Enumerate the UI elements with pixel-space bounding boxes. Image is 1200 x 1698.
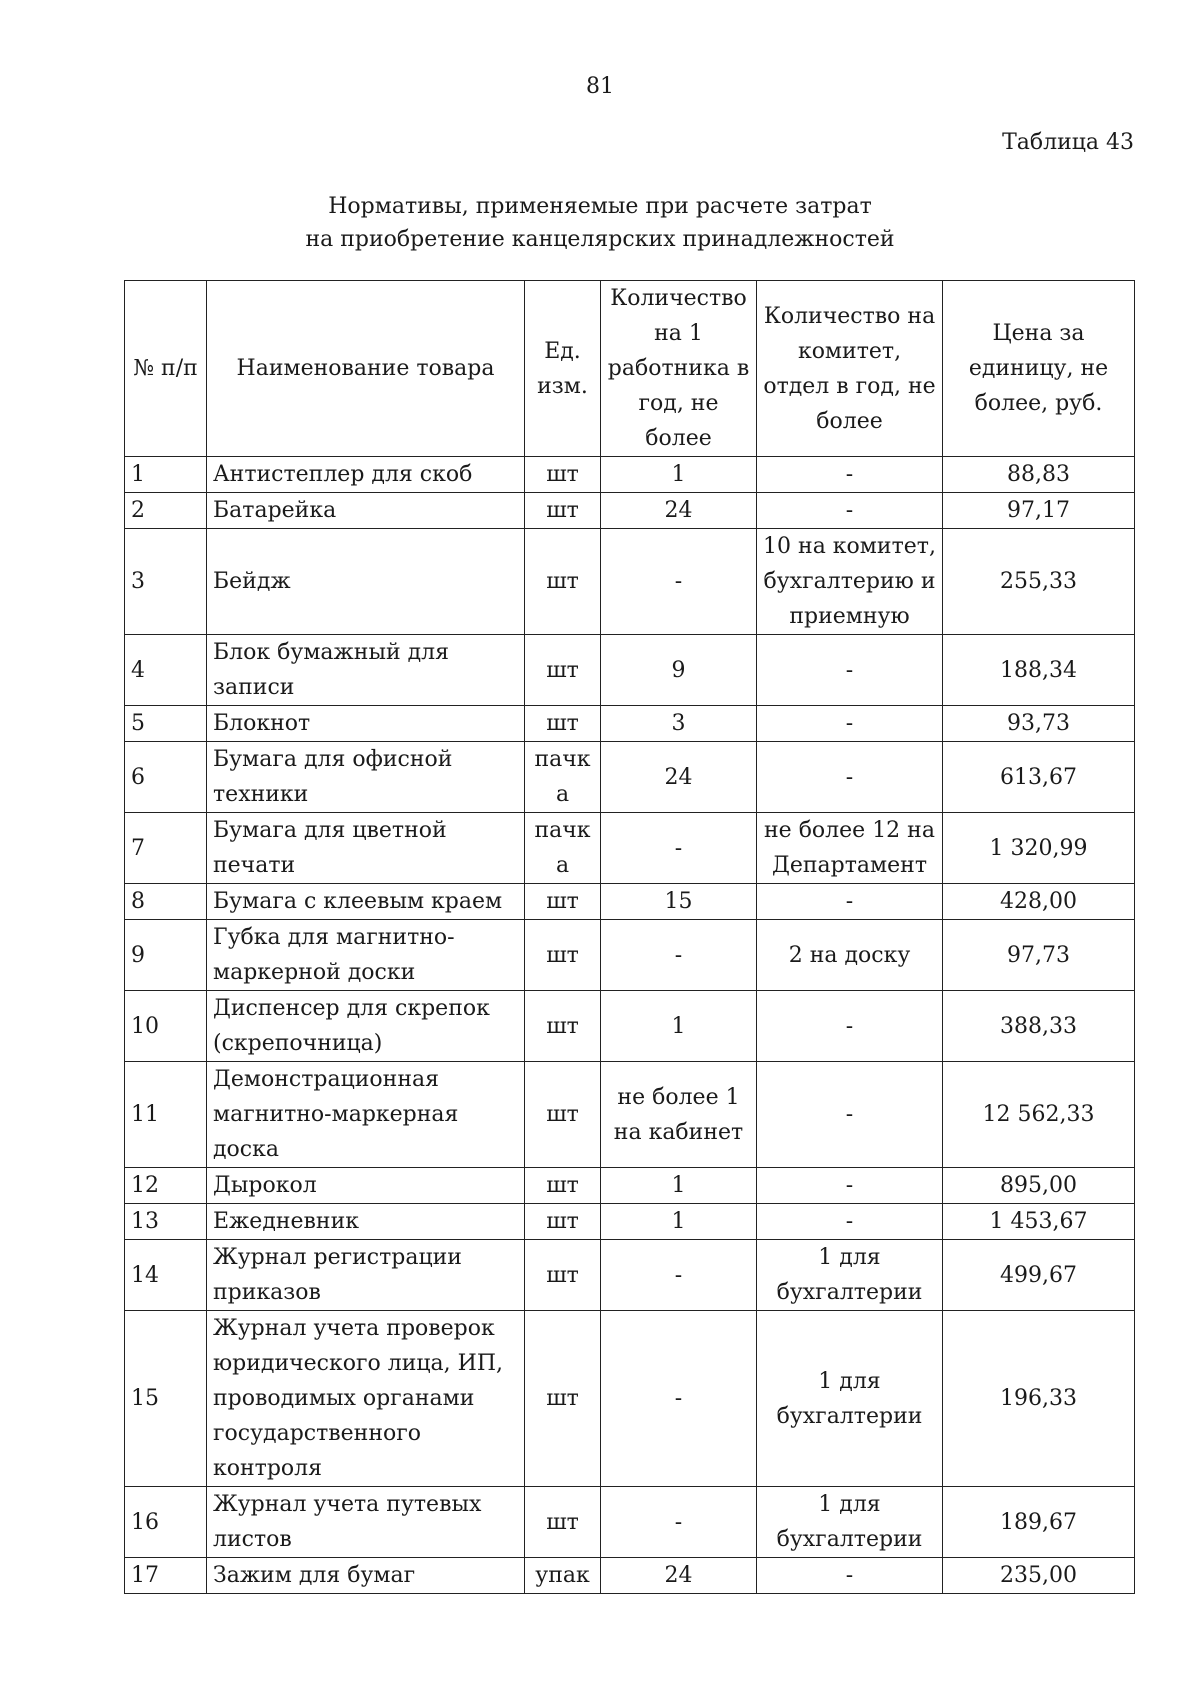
table-row [125,1240,1135,1311]
cell-unit: шт [525,884,601,920]
cell-name: Зажим для бумаг [207,1558,525,1594]
cell-name: Дырокол [207,1168,525,1204]
cell-num: 14 [125,1240,207,1311]
cell-unit: шт [525,1204,601,1240]
cell-unit: шт [525,991,601,1062]
cell-qty-per-dept: 10 на комитет, бухгалтерию и приемную [757,529,943,635]
table-row [125,1204,1135,1240]
cell-unit: шт [525,529,601,635]
cell-name: Блок бумажный для записи [207,635,525,706]
title-line-2: на приобретение канцелярских принадлежностей [305,227,895,252]
table-label: Таблица 43 [1002,130,1134,155]
cell-price: 97,73 [943,920,1135,991]
cell-qty-per-worker: - [601,529,757,635]
cell-unit: шт [525,1168,601,1204]
cell-name: Блокнот [207,706,525,742]
cell-name: Демонстрационная магнитно-маркерная доска [207,1062,525,1168]
cell-num: 7 [125,813,207,884]
cell-name: Диспенсер для скрепок (скрепочница) [207,991,525,1062]
table-row [125,884,1135,920]
cell-unit: пачка [525,813,601,884]
table-row [125,1062,1135,1168]
cell-qty-per-worker: 24 [601,742,757,813]
cell-qty-per-worker: - [601,1487,757,1558]
cell-qty-per-dept: - [757,1558,943,1594]
cell-name: Журнал учета проверок юридического лица, ИП, проводимых органами государственного контроля [207,1311,525,1487]
header-qty-per-dept: Количество на комитет, отдел в год, не более [757,281,943,457]
page-number: 81 [586,74,614,99]
cell-price: 388,33 [943,991,1135,1062]
cell-qty-per-dept: - [757,706,943,742]
cell-qty-per-worker: 1 [601,991,757,1062]
cell-price: 613,67 [943,742,1135,813]
cell-qty-per-worker: 15 [601,884,757,920]
cell-num: 6 [125,742,207,813]
table-row [125,1168,1135,1204]
cell-name: Губка для магнитно-маркерной доски [207,920,525,991]
cell-qty-per-dept: - [757,493,943,529]
cell-num: 15 [125,1311,207,1487]
header-name: Наименование товара [207,281,525,457]
cell-qty-per-worker: не более 1 на кабинет [601,1062,757,1168]
cell-price: 235,00 [943,1558,1135,1594]
cell-qty-per-dept: - [757,1204,943,1240]
cell-num: 11 [125,1062,207,1168]
cell-name: Журнал учета путевых листов [207,1487,525,1558]
norms-table [124,280,1135,1594]
cell-qty-per-worker: 1 [601,1204,757,1240]
cell-name: Бумага для офисной техники [207,742,525,813]
header-price: Цена за единицу, не более, руб. [943,281,1135,457]
cell-qty-per-worker: 1 [601,457,757,493]
cell-unit: шт [525,1240,601,1311]
cell-unit: шт [525,920,601,991]
cell-unit: упак [525,1558,601,1594]
table-row [125,529,1135,635]
cell-num: 17 [125,1558,207,1594]
cell-num: 9 [125,920,207,991]
cell-price: 189,67 [943,1487,1135,1558]
cell-qty-per-worker: 24 [601,1558,757,1594]
header-qty-per-worker: Количество на 1 работника в год, не более [601,281,757,457]
table-row [125,493,1135,529]
table-row [125,1311,1135,1487]
cell-num: 13 [125,1204,207,1240]
cell-qty-per-dept: - [757,742,943,813]
cell-price: 895,00 [943,1168,1135,1204]
cell-num: 4 [125,635,207,706]
cell-unit: пачка [525,742,601,813]
cell-num: 2 [125,493,207,529]
cell-qty-per-dept: 2 на доску [757,920,943,991]
cell-qty-per-worker: 1 [601,1168,757,1204]
cell-price: 1 453,67 [943,1204,1135,1240]
table-row [125,1558,1135,1594]
cell-qty-per-dept: - [757,635,943,706]
cell-qty-per-worker: - [601,1311,757,1487]
cell-qty-per-dept: - [757,991,943,1062]
cell-qty-per-worker: 3 [601,706,757,742]
cell-unit: шт [525,493,601,529]
header-num: № п/п [125,281,207,457]
header-unit: Ед. изм. [525,281,601,457]
cell-num: 12 [125,1168,207,1204]
table-row [125,920,1135,991]
table-row [125,635,1135,706]
cell-price: 1 320,99 [943,813,1135,884]
cell-price: 12 562,33 [943,1062,1135,1168]
cell-qty-per-worker: 9 [601,635,757,706]
table-row [125,457,1135,493]
document-title [0,190,1200,256]
cell-num: 8 [125,884,207,920]
table-row [125,742,1135,813]
cell-qty-per-dept: - [757,457,943,493]
cell-num: 16 [125,1487,207,1558]
table-row [125,706,1135,742]
cell-unit: шт [525,1311,601,1487]
cell-price: 428,00 [943,884,1135,920]
cell-unit: шт [525,635,601,706]
cell-unit: шт [525,1487,601,1558]
cell-price: 88,83 [943,457,1135,493]
cell-qty-per-dept: не более 12 на Департамент [757,813,943,884]
title-line-1: Нормативы, применяемые при расчете затрат [328,194,872,219]
cell-num: 3 [125,529,207,635]
cell-price: 499,67 [943,1240,1135,1311]
cell-price: 196,33 [943,1311,1135,1487]
cell-price: 93,73 [943,706,1135,742]
cell-name: Батарейка [207,493,525,529]
table-row [125,991,1135,1062]
cell-name: Бумага для цветной печати [207,813,525,884]
table-row [125,813,1135,884]
table-header-row [125,281,1135,457]
cell-qty-per-worker: - [601,813,757,884]
cell-qty-per-dept: 1 для бухгалтерии [757,1240,943,1311]
cell-price: 188,34 [943,635,1135,706]
cell-qty-per-worker: 24 [601,493,757,529]
table-body [125,457,1135,1594]
cell-qty-per-worker: - [601,1240,757,1311]
cell-price: 97,17 [943,493,1135,529]
cell-name: Бейдж [207,529,525,635]
cell-qty-per-dept: 1 для бухгалтерии [757,1487,943,1558]
cell-unit: шт [525,1062,601,1168]
cell-name: Ежедневник [207,1204,525,1240]
cell-num: 10 [125,991,207,1062]
cell-qty-per-dept: - [757,884,943,920]
cell-qty-per-dept: - [757,1062,943,1168]
cell-num: 1 [125,457,207,493]
cell-name: Журнал регистрации приказов [207,1240,525,1311]
cell-qty-per-dept: - [757,1168,943,1204]
cell-qty-per-worker: - [601,920,757,991]
cell-name: Антистеплер для скоб [207,457,525,493]
cell-unit: шт [525,457,601,493]
cell-unit: шт [525,706,601,742]
cell-name: Бумага с клеевым краем [207,884,525,920]
cell-price: 255,33 [943,529,1135,635]
cell-qty-per-dept: 1 для бухгалтерии [757,1311,943,1487]
table-row [125,1487,1135,1558]
cell-num: 5 [125,706,207,742]
